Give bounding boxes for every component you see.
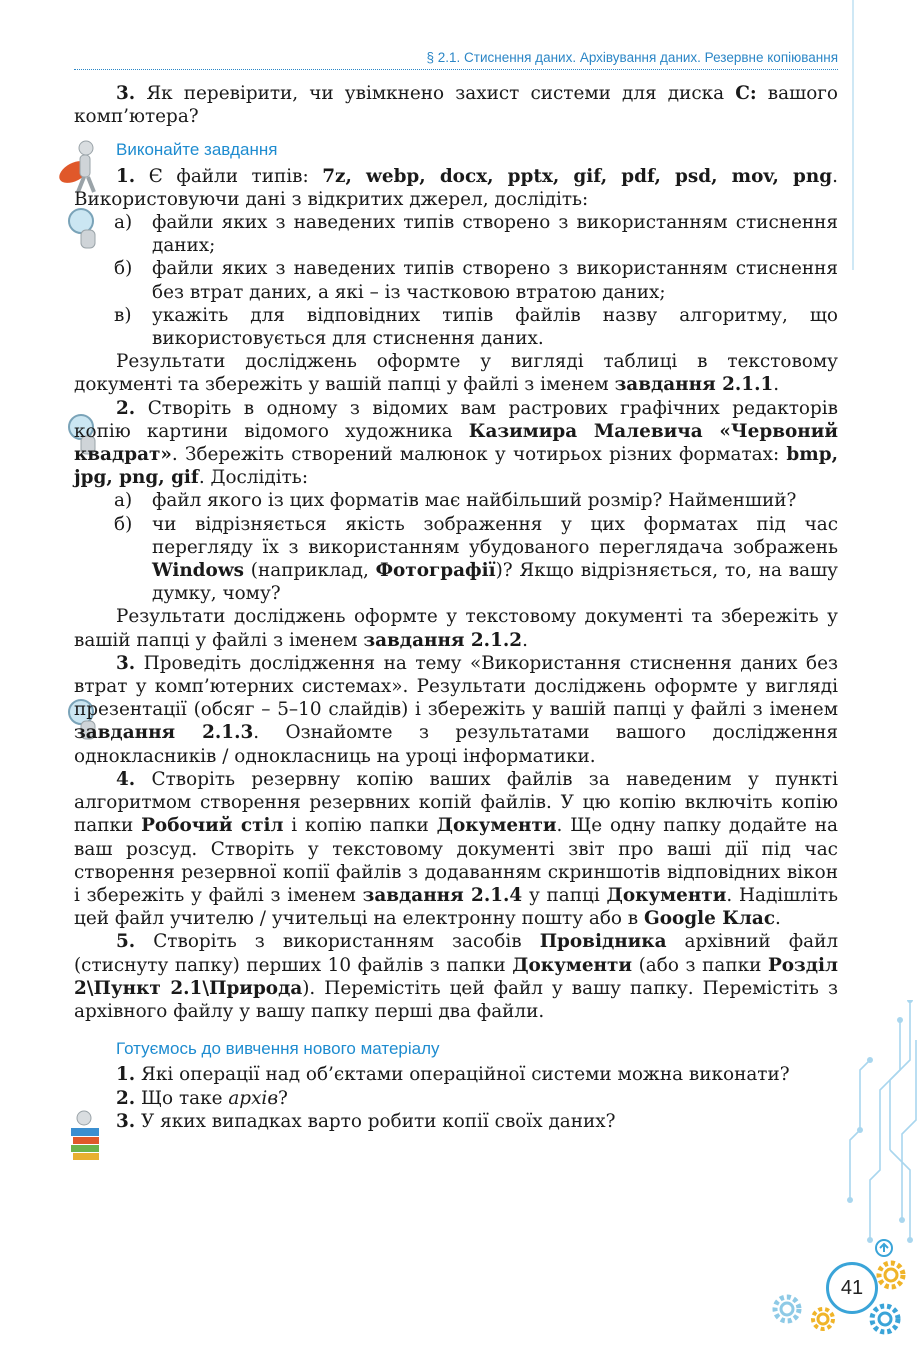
task-1: 1. Є файли типів: 7z, webp, docx, pptx, gif, pdf, psd, mov, png. Використовуючи дані з відкритих джерел, дослідіть: — [74, 165, 839, 210]
prep-question: 2. Що таке архів? — [116, 1087, 288, 1109]
section-heading-tasks: Виконайте завдання — [116, 140, 278, 160]
list-item: в) укажіть для відповідних типів файлів назву алгоритму, що використовується для стиснення даних. — [114, 304, 838, 350]
running-header: § 2.1. Стиснення даних. Архівування даних. Резервне копіювання — [426, 50, 838, 65]
section-heading-prepare: Готуємось до вивчення нового матеріалу — [116, 1039, 440, 1059]
prep-question: 3. У яких випадках варто робити копії своїх даних? — [116, 1110, 616, 1132]
list-item: а) файл якого із цих форматів має найбільший розмір? Найменший? — [114, 490, 797, 512]
list-item: а) файли яких з наведених типів створено з використанням стиснення даних; — [114, 212, 838, 257]
task-4: 4. Створіть резервну копію ваших файлів за наведеним у пункті алгоритмом створення резервних копій файлів. У цю копію включіть копію папки Робочий стіл і копію папки Документи. Ще одну папку додайте на ваш розсуд. Створіть у текстовому документі звіт про ваші дії під час створення резервної копії файлів з додаванням скриншотів відповідних вікон і збережіть у файлі з іменем завдання 2.1.4 у папці Документи. Надішліть цей файл учителю / учительці на електронну пошту або в Google Клас. — [74, 768, 839, 930]
gear-icon — [866, 1300, 904, 1338]
gear-icon — [874, 1258, 908, 1292]
task-5: 5. Створіть з використанням засобів Провідника архівний файл (стиснуту папку) перших 10 файлів з папки Документи (або з папки Розділ 2\Пункт 2.1\Природа). Перемістіть цей файл у вашу папку. Перемістіть з архівного файлу у вашу папку перші два файли. — [74, 931, 839, 1022]
task-2: 2. Створіть в одному з відомих вам растрових графічних редакторів копію картини відомого художника Казимира Малевича «Червоний квадрат». Збережіть створений малюнок у чотирьох різних форматах: bmp, jpg, png, gif. Дослідіть: — [74, 397, 838, 489]
page-content — [74, 82, 838, 1133]
task-2-result: Результати досліджень оформте у текстовому документі та збережіть у вашій папці у файлі з іменем завдання 2.1.2. — [74, 606, 838, 651]
page-number: 41 — [826, 1262, 878, 1314]
list-item: б) файли яких з наведених типів створено з використанням стиснення без втрат даних, а які – із частковою втратою даних; — [114, 258, 838, 303]
task-3: 3. Проведіть дослідження на тему «Використання стиснення даних без втрат у комп’ютерних системах». Результати досліджень оформте у вигляді презентації (обсяг – 5–10 слайдів) і збережіть у вашій папці у файлі з іменем завдання 2.1.3. Ознайомте з результатами вашого дослідження однокласників / однокласниць на уроці інформатики. — [74, 652, 838, 767]
question-3: 3. Як перевірити, чи увімкнено захист системи для диска C: вашого комп’ютера? — [74, 83, 838, 128]
margin-line — [852, 0, 854, 270]
gear-icon — [808, 1304, 838, 1334]
header-rule — [74, 69, 838, 70]
task-1-result: Результати досліджень оформте у вигляді таблиці в текстовому документі та збережіть у вашій папці у файлі з іменем завдання 2.1.1. — [74, 351, 838, 396]
prep-question: 1. Які операції над об’єктами операційної системи можна виконати? — [116, 1064, 790, 1086]
list-item: б) чи відрізняється якість зображення у цих форматах під час перегляду їх з використанням убудованого переглядача зображень Windows (наприклад, Фотографії)? Якщо відрізняється, то, на вашу думку, чому? — [114, 513, 839, 605]
gear-icon — [770, 1292, 804, 1326]
